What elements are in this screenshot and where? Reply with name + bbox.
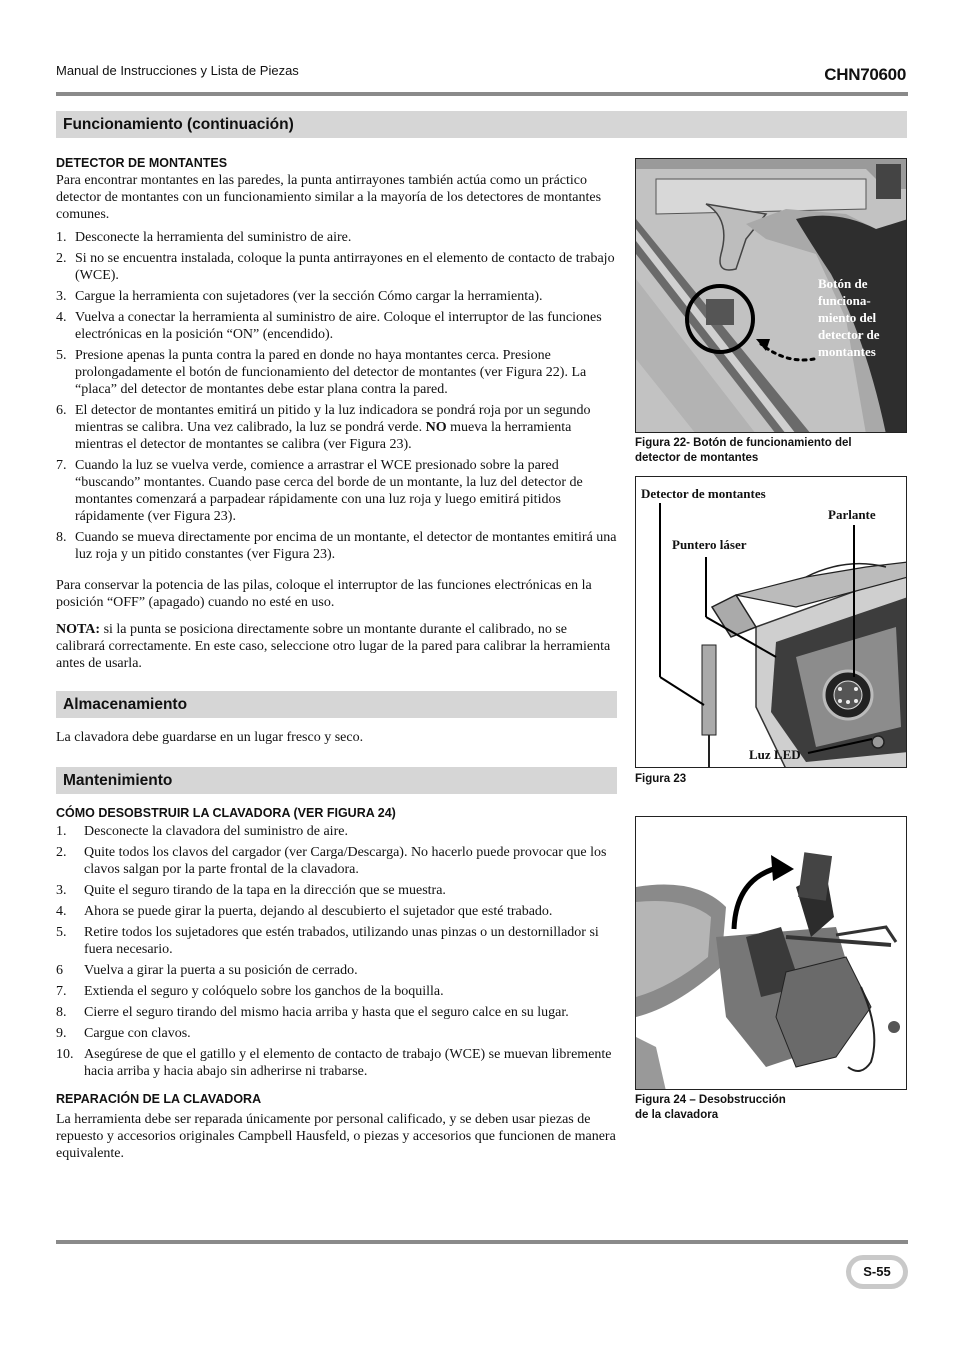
list-item: 2. Quite todos los clavos del cargador (ver Carga/Descarga). No hacerlo puede provocar que los clavos salgan por la parte frontal de la clavadora. (56, 845, 607, 877)
list-item: 5. Presione apenas la punta contra la pared en donde no haya montantes cerca. Presione prolongadamente el botón de funcionamiento del detector de montantes (ver Figura 22). La “placa” del detector de montantes debe estar plana contra la pared. (56, 348, 587, 397)
list-item: 1. Desconecte la clavadora del suministro de aire. (56, 824, 348, 839)
list-item: 3. Quite el seguro tirando de la tapa en la dirección que se muestra. (56, 883, 446, 898)
footer-rule (56, 1240, 908, 1244)
stud-detector-heading: DETECTOR DE MONTANTES (56, 156, 228, 170)
model-number: CHN70600 (824, 65, 906, 84)
list-item: 4. Ahora se puede girar la puerta, dejando al descubierto el sujetador que esté trabado. (56, 904, 553, 919)
fig22-label: Botón de funciona- miento del detector de montantes (818, 276, 880, 359)
clearing-steps (56, 823, 618, 1080)
repair-text: La herramienta debe ser reparada únicamente por personal calificado, y se deben usar piezas de repuesto y accesorios originales Campbell Hausfeld, o piezas y accesorios que funcionen de manera equivalente. (56, 1112, 616, 1161)
list-item: 2. Si no se encuentra instalada, coloque la punta antirrayones en el elemento de contacto de trabajo (WCE). (56, 251, 615, 283)
figure-22-caption: Figura 22- Botón de funcionamiento del detector de montantes (635, 437, 852, 464)
page-number: S-55 (851, 1260, 903, 1284)
figure-24-caption: Figura 24 – Desobstrucción de la clavadora (635, 1094, 786, 1121)
list-item: 6. El detector de montantes emitirá un pitido y la luz indicadora se pondrá roja por un segundo mientras se calibra. Una vez calibrado, la luz se pondrá verde. NO mueva la herramienta mientras el detector de montantes se calibra (ver Figura 23). (56, 403, 591, 452)
list-item: 7. Cuando la luz se vuelva verde, comience a arrastrar el WCE presionado sobre la pared “buscando” montantes. Cuando pase cerca del borde de un montante, la luz del detector de montantes comenzará a parpadear rápidamente con una luz roja y luego emitirá pitidos rápidamente (ver Figura 23). (56, 458, 583, 524)
maintenance-section (56, 806, 618, 1162)
calibration-note: NOTA: si la punta se posiciona directamente sobre un montante durante el calibrado, no se calibrará correctamente. En este caso, seleccione otro lugar de la pared para calibrar la herramienta antes de usarla. (56, 622, 611, 671)
fig23-label-stud-detector: Detector de montantes (641, 486, 766, 501)
list-item: 10. Asegúrese de que el gatillo y el elemento de contacto de trabajo (WCE) se muevan libremente hacia arriba y hacia abajo sin adherirse ni trabarse. (56, 1047, 612, 1079)
figure-23-caption: Figura 23 (635, 773, 687, 785)
section-title-storage: Almacenamiento (56, 691, 617, 718)
header-rule (56, 92, 908, 96)
battery-note: Para conservar la potencia de las pilas, coloque el interruptor de las funciones electrónicas en la posición “OFF” (apagado) cuando no esté en uso. (56, 578, 592, 610)
stud-detector-intro: Para encontrar montantes en las paredes, la punta antirrayones también actúa como un práctico detector de montantes con un funcionamiento similar a la mayoría de los detectores de montantes comunes. (56, 173, 602, 222)
list-item: 3. Cargue la herramienta con sujetadores (ver la sección Cómo cargar la herramienta). (56, 289, 543, 304)
clearing-heading: CÓMO DESOBSTRUIR LA CLAVADORA (VER FIGURA 24) (56, 806, 396, 820)
nailer-jam-clearing-illustration (636, 817, 907, 1090)
stud-detector-steps (56, 229, 618, 563)
list-item: 5. Retire todos los sujetadores que estén trabados, utilizando unas pinzas o un destornillador si fuera necesario. (56, 925, 599, 957)
list-item: 8. Cierre el seguro tirando del mismo hacia arriba y hasta que el seguro calce en su lugar. (56, 1005, 569, 1020)
figure-23-image (635, 476, 907, 768)
storage-text: La clavadora debe guardarse en un lugar fresco y seco. (56, 730, 364, 745)
page-number-badge (846, 1255, 908, 1289)
list-item: 7. Extienda el seguro y colóquelo sobre los ganchos de la boquilla. (56, 984, 444, 999)
section-title-maintenance: Mantenimiento (56, 767, 617, 794)
list-item: 9. Cargue con clavos. (56, 1026, 191, 1041)
figure-22-image (635, 158, 907, 433)
list-item: 6 Vuelva a girar la puerta a su posición de cerrado. (56, 963, 358, 978)
stud-detector-section (56, 156, 618, 672)
section-title-operation: Funcionamiento (continuación) (56, 111, 907, 138)
repair-heading: REPARACIÓN DE LA CLAVADORA (56, 1092, 262, 1106)
fig23-label-speaker: Parlante (828, 507, 876, 522)
fig23-label-led: Luz LED (749, 747, 801, 762)
figure-24-image (635, 816, 907, 1090)
fig23-label-laser: Puntero láser (672, 537, 747, 552)
list-item: 1. Desconecte la herramienta del suministro de aire. (56, 230, 352, 245)
list-item: 8. Cuando se mueva directamente por encima de un montante, el detector de montantes emitirá una luz roja y un pitido constantes (ver Figura 23). (56, 530, 617, 562)
manual-title: Manual de Instrucciones y Lista de Piezas (56, 63, 299, 78)
list-item: 4. Vuelva a conectar la herramienta al suministro de aire. Coloque el interruptor de las funciones electrónicas en la posición “ON” (encendido). (56, 310, 602, 342)
